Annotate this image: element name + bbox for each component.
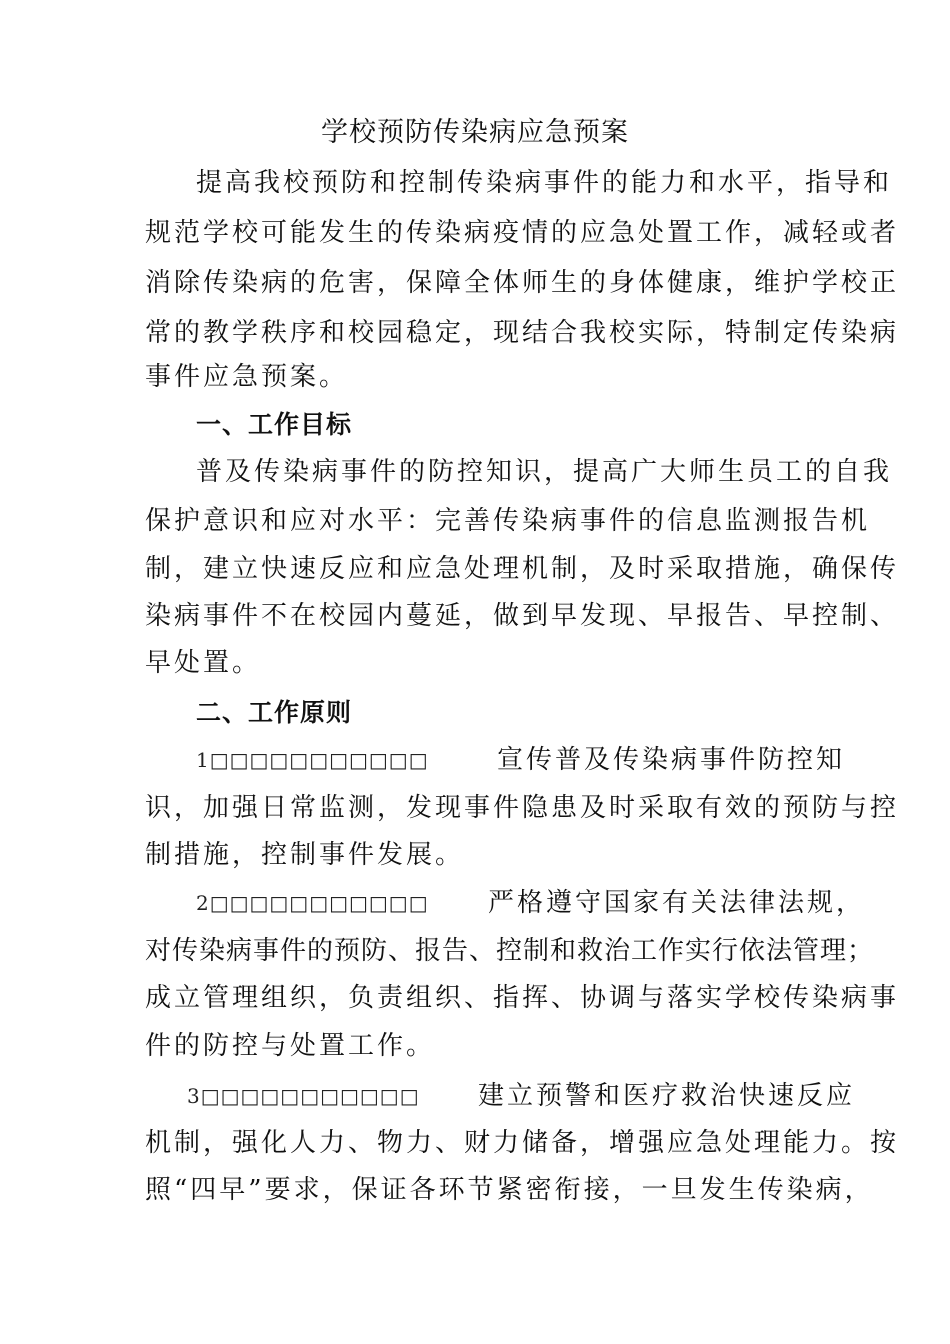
intro-line-2: 规范学校可能发生的传染病疫情的应急处置工作，减轻或者 [145, 218, 900, 248]
intro-line-5: 事件应急预案。 [145, 362, 349, 392]
principle-2-line-2: 对传染病事件的预防、报告、控制和救治工作实行依法管理； [145, 936, 875, 966]
goals-line-5: 早处置。 [145, 648, 262, 678]
principle-1-heading: 1□□□□□□□□□□□ [196, 748, 429, 772]
intro-line-1: 提高我校预防和控制传染病事件的能力和水平，指导和 [196, 168, 893, 198]
principle-2-line-3: 成立管理组织，负责组织、指挥、协调与落实学校传染病事 [145, 983, 900, 1013]
section-heading-principles: 二、工作原则 [196, 698, 353, 727]
section-heading-goals: 一、工作目标 [196, 410, 353, 439]
goals-line-1: 普及传染病事件的防控知识，提高广大师生员工的自我 [196, 457, 893, 487]
principle-1-first-line: 宣传普及传染病事件防控知 [497, 745, 846, 775]
principle-3-first-line: 建立预警和医疗救治快速反应 [478, 1081, 856, 1111]
principle-2-first-line: 严格遵守国家有关法律法规， [488, 888, 866, 918]
principle-2-heading: 2□□□□□□□□□□□ [196, 891, 429, 915]
goals-line-2: 保护意识和应对水平：完善传染病事件的信息监测报告机 [145, 506, 871, 536]
goals-line-3: 制，建立快速反应和应急处理机制，及时采取措施，确保传 [145, 554, 900, 584]
principle-2-line-4: 件的防控与处置工作。 [145, 1031, 436, 1061]
intro-line-4: 常的教学秩序和校园稳定，现结合我校实际，特制定传染病 [145, 318, 900, 348]
principle-3-line-2: 机制，强化人力、物力、财力储备，增强应急处理能力。按 [145, 1128, 900, 1158]
principle-1-line-3: 制措施，控制事件发展。 [145, 840, 465, 870]
intro-line-3: 消除传染病的危害，保障全体师生的身体健康，维护学校正 [145, 268, 900, 298]
principle-3-line-3: 照“四早”要求，保证各环节紧密衔接，一旦发生传染病， [145, 1175, 874, 1205]
document-title: 学校预防传染病应急预案 [321, 117, 629, 148]
goals-line-4: 染病事件不在校园内蔓延，做到早发现、早报告、早控制、 [145, 601, 900, 631]
principle-1-line-2: 识，加强日常监测，发现事件隐患及时采取有效的预防与控 [145, 793, 900, 823]
principle-3-heading: 3□□□□□□□□□□□ [187, 1084, 420, 1108]
